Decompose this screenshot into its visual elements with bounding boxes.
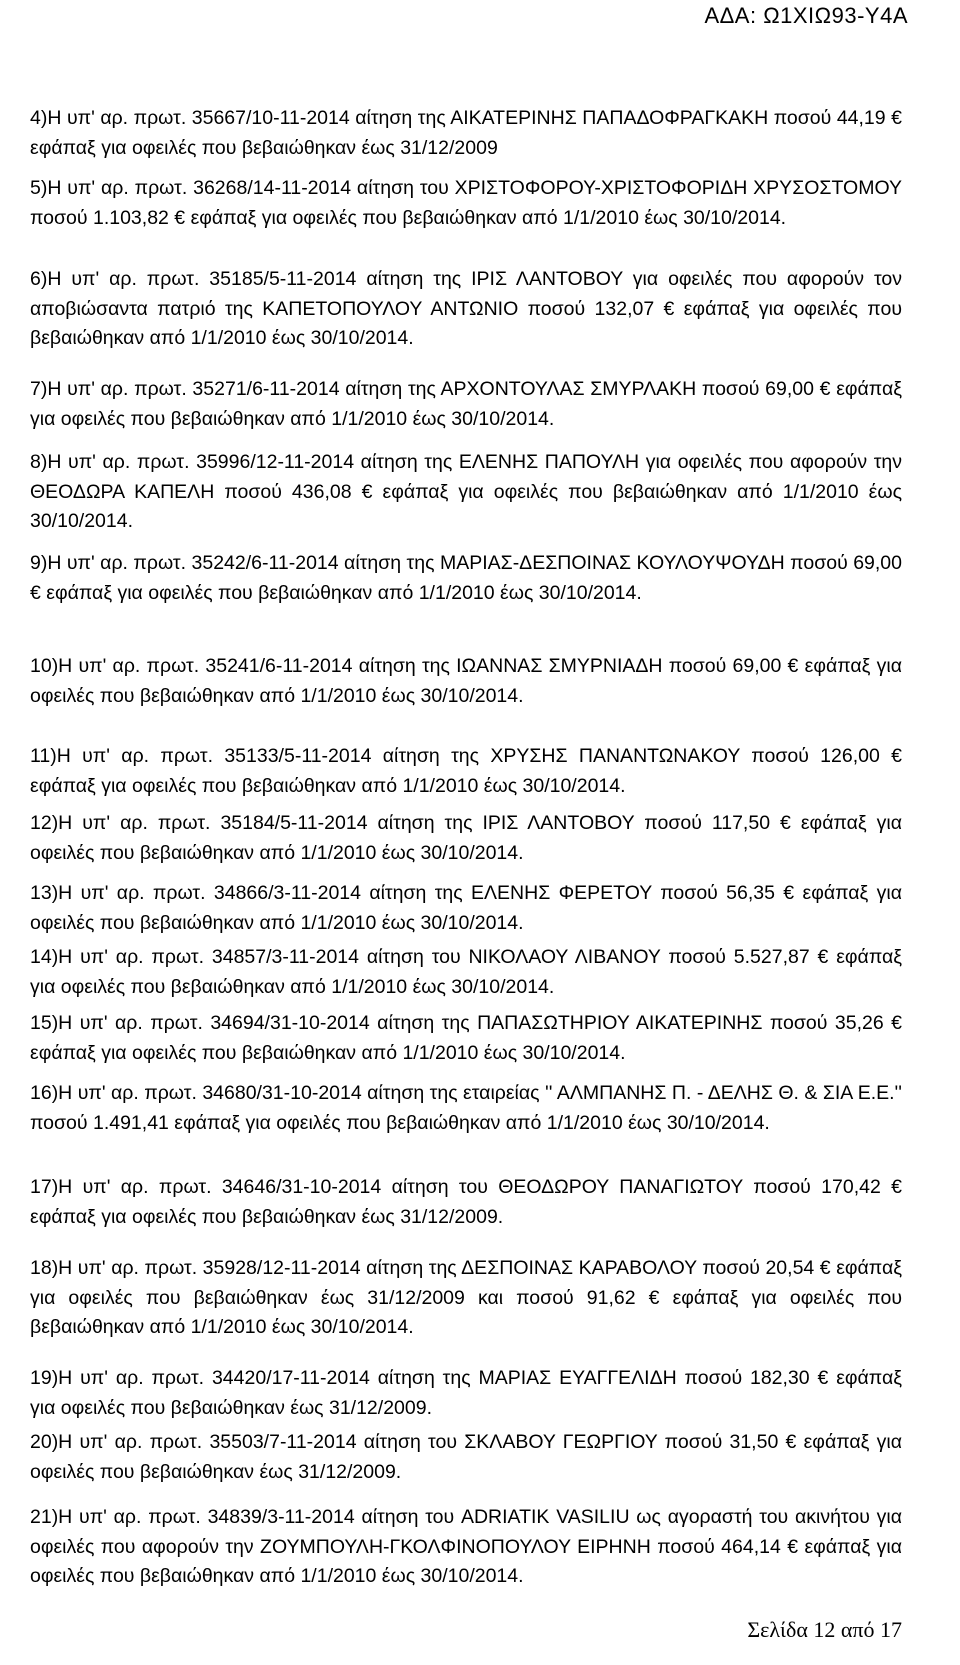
list-item: 10)Η υπ' αρ. πρωτ. 35241/6-11-2014 αίτηση της ΙΩΑΝΝΑΣ ΣΜΥΡΝΙΑΔΗ ποσού 69,00 € εφάπαξ για οφειλές που βεβαιώθηκαν από 1/1/2010 έως 30/10/2014. — [30, 655, 902, 707]
list-item: 16)Η υπ' αρ. πρωτ. 34680/31-10-2014 αίτηση της εταιρείας '' ΑΛΜΠΑΝΗΣ Π. - ΔΕΛΗΣ Θ. & ΣΙΑ Ε.Ε.'' ποσού 1.491,41 εφάπαξ για οφειλές που βεβαιώθηκαν από 1/1/2010 έως 30/10/2014. — [30, 1082, 902, 1134]
list-item: 17)Η υπ' αρ. πρωτ. 34646/31-10-2014 αίτηση του ΘΕΟΔΩΡΟΥ ΠΑΝΑΓΙΩΤΟΥ ποσού 170,42 € εφάπαξ για οφειλές που βεβαιώθηκαν έως 31/12/2009. — [30, 1176, 902, 1228]
list-item: 14)Η υπ' αρ. πρωτ. 34857/3-11-2014 αίτηση του ΝΙΚΟΛΑΟΥ ΛΙΒΑΝΟΥ ποσού 5.527,87 € εφάπαξ για οφειλές που βεβαιώθηκαν από 1/1/2010 έως 30/10/2014. — [30, 946, 902, 998]
list-item: 11)Η υπ' αρ. πρωτ. 35133/5-11-2014 αίτηση της ΧΡΥΣΗΣ ΠΑΝΑΝΤΩΝΑΚΟΥ ποσού 126,00 € εφάπαξ για οφειλές που βεβαιώθηκαν από 1/1/2010 έως 30/10/2014. — [30, 745, 902, 797]
list-item: 13)Η υπ' αρ. πρωτ. 34866/3-11-2014 αίτηση της ΕΛΕΝΗΣ ΦΕΡΕΤΟΥ ποσού 56,35 € εφάπαξ για οφειλές που βεβαιώθηκαν από 1/1/2010 έως 30/10/2014. — [30, 882, 902, 934]
list-item: 4)Η υπ' αρ. πρωτ. 35667/10-11-2014 αίτηση της ΑΙΚΑΤΕΡΙΝΗΣ ΠΑΠΑΔΟΦΡΑΓΚΑΚΗ ποσού 44,19 € εφάπαξ για οφειλές που βεβαιώθηκαν έως 31/12/2009 — [30, 107, 902, 159]
list-item: 7)Η υπ' αρ. πρωτ. 35271/6-11-2014 αίτηση της ΑΡΧΟΝΤΟΥΛΑΣ ΣΜΥΡΛΑΚΗ ποσού 69,00 € εφάπαξ για οφειλές που βεβαιώθηκαν από 1/1/2010 έως 30/10/2014. — [30, 378, 902, 430]
list-item: 20)Η υπ' αρ. πρωτ. 35503/7-11-2014 αίτηση του ΣΚΛΑΒΟΥ ΓΕΩΡΓΙΟΥ ποσού 31,50 € εφάπαξ για οφειλές που βεβαιώθηκαν έως 31/12/2009. — [30, 1431, 902, 1483]
list-item: 5)Η υπ' αρ. πρωτ. 36268/14-11-2014 αίτηση του ΧΡΙΣΤΟΦΟΡΟΥ-ΧΡΙΣΤΟΦΟΡΙΔΗ ΧΡΥΣΟΣΤΟΜΟΥ ποσού 1.103,82 € εφάπαξ για οφειλές που βεβαιώθηκαν από 1/1/2010 έως 30/10/2014. — [30, 177, 902, 229]
list-item: 6)Η υπ' αρ. πρωτ. 35185/5-11-2014 αίτηση της ΙΡΙΣ ΛΑΝΤΟΒΟΥ για οφειλές που αφορούν τον αποβιώσαντα πατριό της ΚΑΠΕΤΟΠΟΥΛΟΥ ΑΝΤΩΝΙΟ ποσού 132,07 € εφάπαξ για οφειλές που βεβαιώθηκαν από 1/1/2010 έως 30/10/2014. — [30, 268, 902, 349]
list-item: 18)Η υπ' αρ. πρωτ. 35928/12-11-2014 αίτηση της ΔΕΣΠΟΙΝΑΣ ΚΑΡΑΒΟΛΟΥ ποσού 20,54 € εφάπαξ για οφειλές που βεβαιώθηκαν έως 31/12/2009 και ποσού 91,62 € εφάπαξ για οφειλές που βεβαιώθηκαν από 1/1/2010 έως 30/10/2014. — [30, 1257, 902, 1338]
list-item: 12)Η υπ' αρ. πρωτ. 35184/5-11-2014 αίτηση της ΙΡΙΣ ΛΑΝΤΟΒΟΥ ποσού 117,50 € εφάπαξ για οφειλές που βεβαιώθηκαν από 1/1/2010 έως 30/10/2014. — [30, 812, 902, 864]
page-number: Σελίδα 12 από 17 — [747, 1617, 902, 1642]
list-item: 9)Η υπ' αρ. πρωτ. 35242/6-11-2014 αίτηση της ΜΑΡΙΑΣ-ΔΕΣΠΟΙΝΑΣ ΚΟΥΛΟΥΨΟΥΔΗ ποσού 69,00 € εφάπαξ για οφειλές που βεβαιώθηκαν από 1/1/2010 έως 30/10/2014. — [30, 552, 902, 604]
list-item: 15)Η υπ' αρ. πρωτ. 34694/31-10-2014 αίτηση της ΠΑΠΑΣΩΤΗΡΙΟΥ ΑΙΚΑΤΕΡΙΝΗΣ ποσού 35,26 € εφάπαξ για οφειλές που βεβαιώθηκαν από 1/1/2010 έως 30/10/2014. — [30, 1012, 902, 1064]
list-item: 21)Η υπ' αρ. πρωτ. 34839/3-11-2014 αίτηση του ADRIATIK VASILIU ως αγοραστή του ακινήτου για οφειλές που αφορούν την ΖΟΥΜΠΟΥΛΗ-ΓΚΟΛΦΙΝΟΠΟΥΛΟΥ ΕΙΡΗΝΗ ποσού 464,14 € εφάπαξ για οφειλές που βεβαιώθηκαν από 1/1/2010 έως 30/10/2014. — [30, 1506, 902, 1587]
list-item: 8)Η υπ' αρ. πρωτ. 35996/12-11-2014 αίτηση της ΕΛΕΝΗΣ ΠΑΠΟΥΛΗ για οφειλές που αφορούν την ΘΕΟΔΩΡΑ ΚΑΠΕΛΗ ποσού 436,08 € εφάπαξ για οφειλές που βεβαιώθηκαν από 1/1/2010 έως 30/10/2014. — [30, 451, 902, 532]
ada-code: ΑΔΑ: Ω1ΧΙΩ93-Υ4Α — [704, 3, 908, 28]
list-item: 19)Η υπ' αρ. πρωτ. 34420/17-11-2014 αίτηση της ΜΑΡΙΑΣ ΕΥΑΓΓΕΛΙΔΗ ποσού 182,30 € εφάπαξ για οφειλές που βεβαιώθηκαν έως 31/12/2009. — [30, 1367, 902, 1419]
